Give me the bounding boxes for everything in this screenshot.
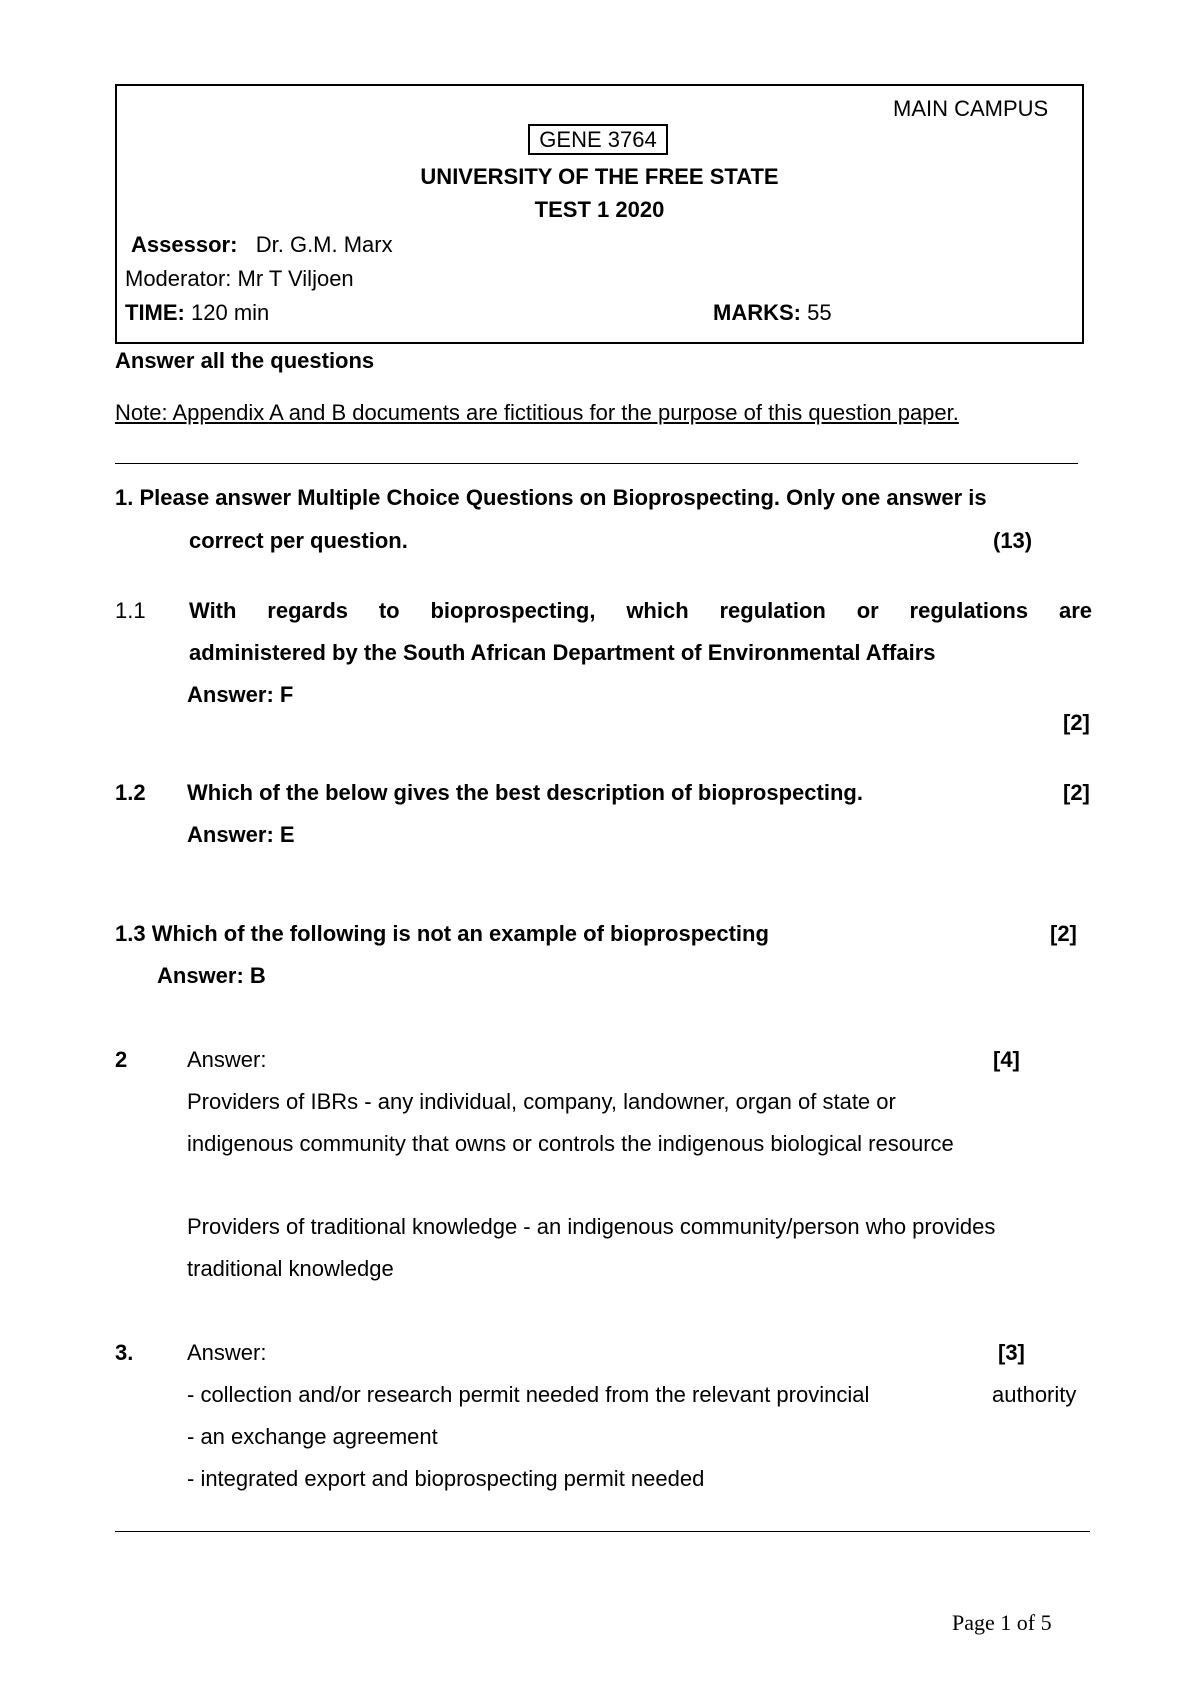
q1-marks: (13) bbox=[993, 528, 1033, 553]
q11-word: which bbox=[626, 598, 689, 623]
assessor-label: Assessor: bbox=[131, 232, 238, 257]
q11-word: regards bbox=[267, 598, 349, 623]
q13-text: 1.3 Which of the following is not an example of bioprospecting bbox=[115, 921, 769, 946]
q2-marks: [4] bbox=[993, 1047, 1020, 1072]
q11-marks: [2] bbox=[1063, 710, 1090, 735]
assessor-value: Dr. G.M. Marx bbox=[255, 232, 393, 257]
q11-word: regulations bbox=[909, 598, 1029, 623]
moderator-line: Moderator: Mr T Viljoen bbox=[125, 266, 354, 291]
q3-answer-line: - integrated export and bioprospecting permit needed bbox=[187, 1466, 705, 1491]
q12-number: 1.2 bbox=[115, 780, 146, 805]
q12-marks: [2] bbox=[1063, 780, 1090, 805]
q11-word: are bbox=[1058, 598, 1092, 623]
page-number: Page 1 of 5 bbox=[952, 1610, 1052, 1635]
time-line bbox=[125, 300, 269, 326]
time-label: TIME: bbox=[125, 300, 185, 325]
university-name: UNIVERSITY OF THE FREE STATE bbox=[420, 164, 779, 189]
q3-marks: [3] bbox=[998, 1340, 1025, 1365]
test-title: TEST 1 2020 bbox=[534, 197, 665, 222]
divider-top bbox=[115, 463, 1078, 464]
marks-line bbox=[713, 300, 832, 326]
q11-word: to bbox=[378, 598, 400, 623]
q11-answer: Answer: F bbox=[187, 682, 294, 707]
q11-word: or bbox=[856, 598, 879, 623]
q11-word: regulation bbox=[719, 598, 826, 623]
q3-number: 3. bbox=[115, 1340, 134, 1365]
q2-answer-label: Answer: bbox=[187, 1047, 267, 1072]
q1-heading-line1: 1. Please answer Multiple Choice Questions on Bioprospecting. Only one answer is bbox=[115, 485, 987, 510]
marks-value: 55 bbox=[807, 300, 832, 325]
campus-label: MAIN CAMPUS bbox=[893, 96, 1049, 121]
q13-marks: [2] bbox=[1050, 921, 1077, 946]
q3-answer-line-end: authority bbox=[992, 1382, 1077, 1407]
q13-answer: Answer: B bbox=[157, 963, 266, 988]
q11-line1 bbox=[189, 598, 1092, 624]
q11-line2: administered by the South African Department of Environmental Affairs bbox=[189, 640, 936, 665]
q12-answer: Answer: E bbox=[187, 822, 295, 847]
q1-heading-line2: correct per question. bbox=[189, 528, 408, 553]
marks-label: MARKS: bbox=[713, 300, 801, 325]
q2-answer-line: traditional knowledge bbox=[187, 1256, 394, 1281]
q3-answer-label: Answer: bbox=[187, 1340, 267, 1365]
q11-number: 1.1 bbox=[115, 598, 146, 623]
q12-text: Which of the below gives the best description of bioprospecting. bbox=[187, 780, 863, 805]
course-code: GENE 3764 bbox=[528, 124, 668, 155]
answer-all-instruction: Answer all the questions bbox=[115, 348, 375, 373]
appendix-note: Note: Appendix A and B documents are fictitious for the purpose of this question paper. bbox=[115, 400, 959, 425]
q2-answer-line: Providers of IBRs - any individual, company, landowner, organ of state or bbox=[187, 1089, 896, 1114]
divider-bottom bbox=[115, 1531, 1090, 1532]
q11-word: With bbox=[189, 598, 237, 623]
q2-answer-line: indigenous community that owns or controls the indigenous biological resource bbox=[187, 1131, 954, 1156]
q3-answer-line: - an exchange agreement bbox=[187, 1424, 438, 1449]
q3-answer-line: - collection and/or research permit needed from the relevant provincial bbox=[187, 1382, 870, 1407]
q2-answer-line: Providers of traditional knowledge - an indigenous community/person who provides bbox=[187, 1214, 996, 1239]
assessor-line bbox=[131, 232, 393, 258]
q2-number: 2 bbox=[115, 1047, 128, 1072]
time-value: 120 min bbox=[191, 300, 270, 325]
q11-word: bioprospecting, bbox=[430, 598, 596, 623]
